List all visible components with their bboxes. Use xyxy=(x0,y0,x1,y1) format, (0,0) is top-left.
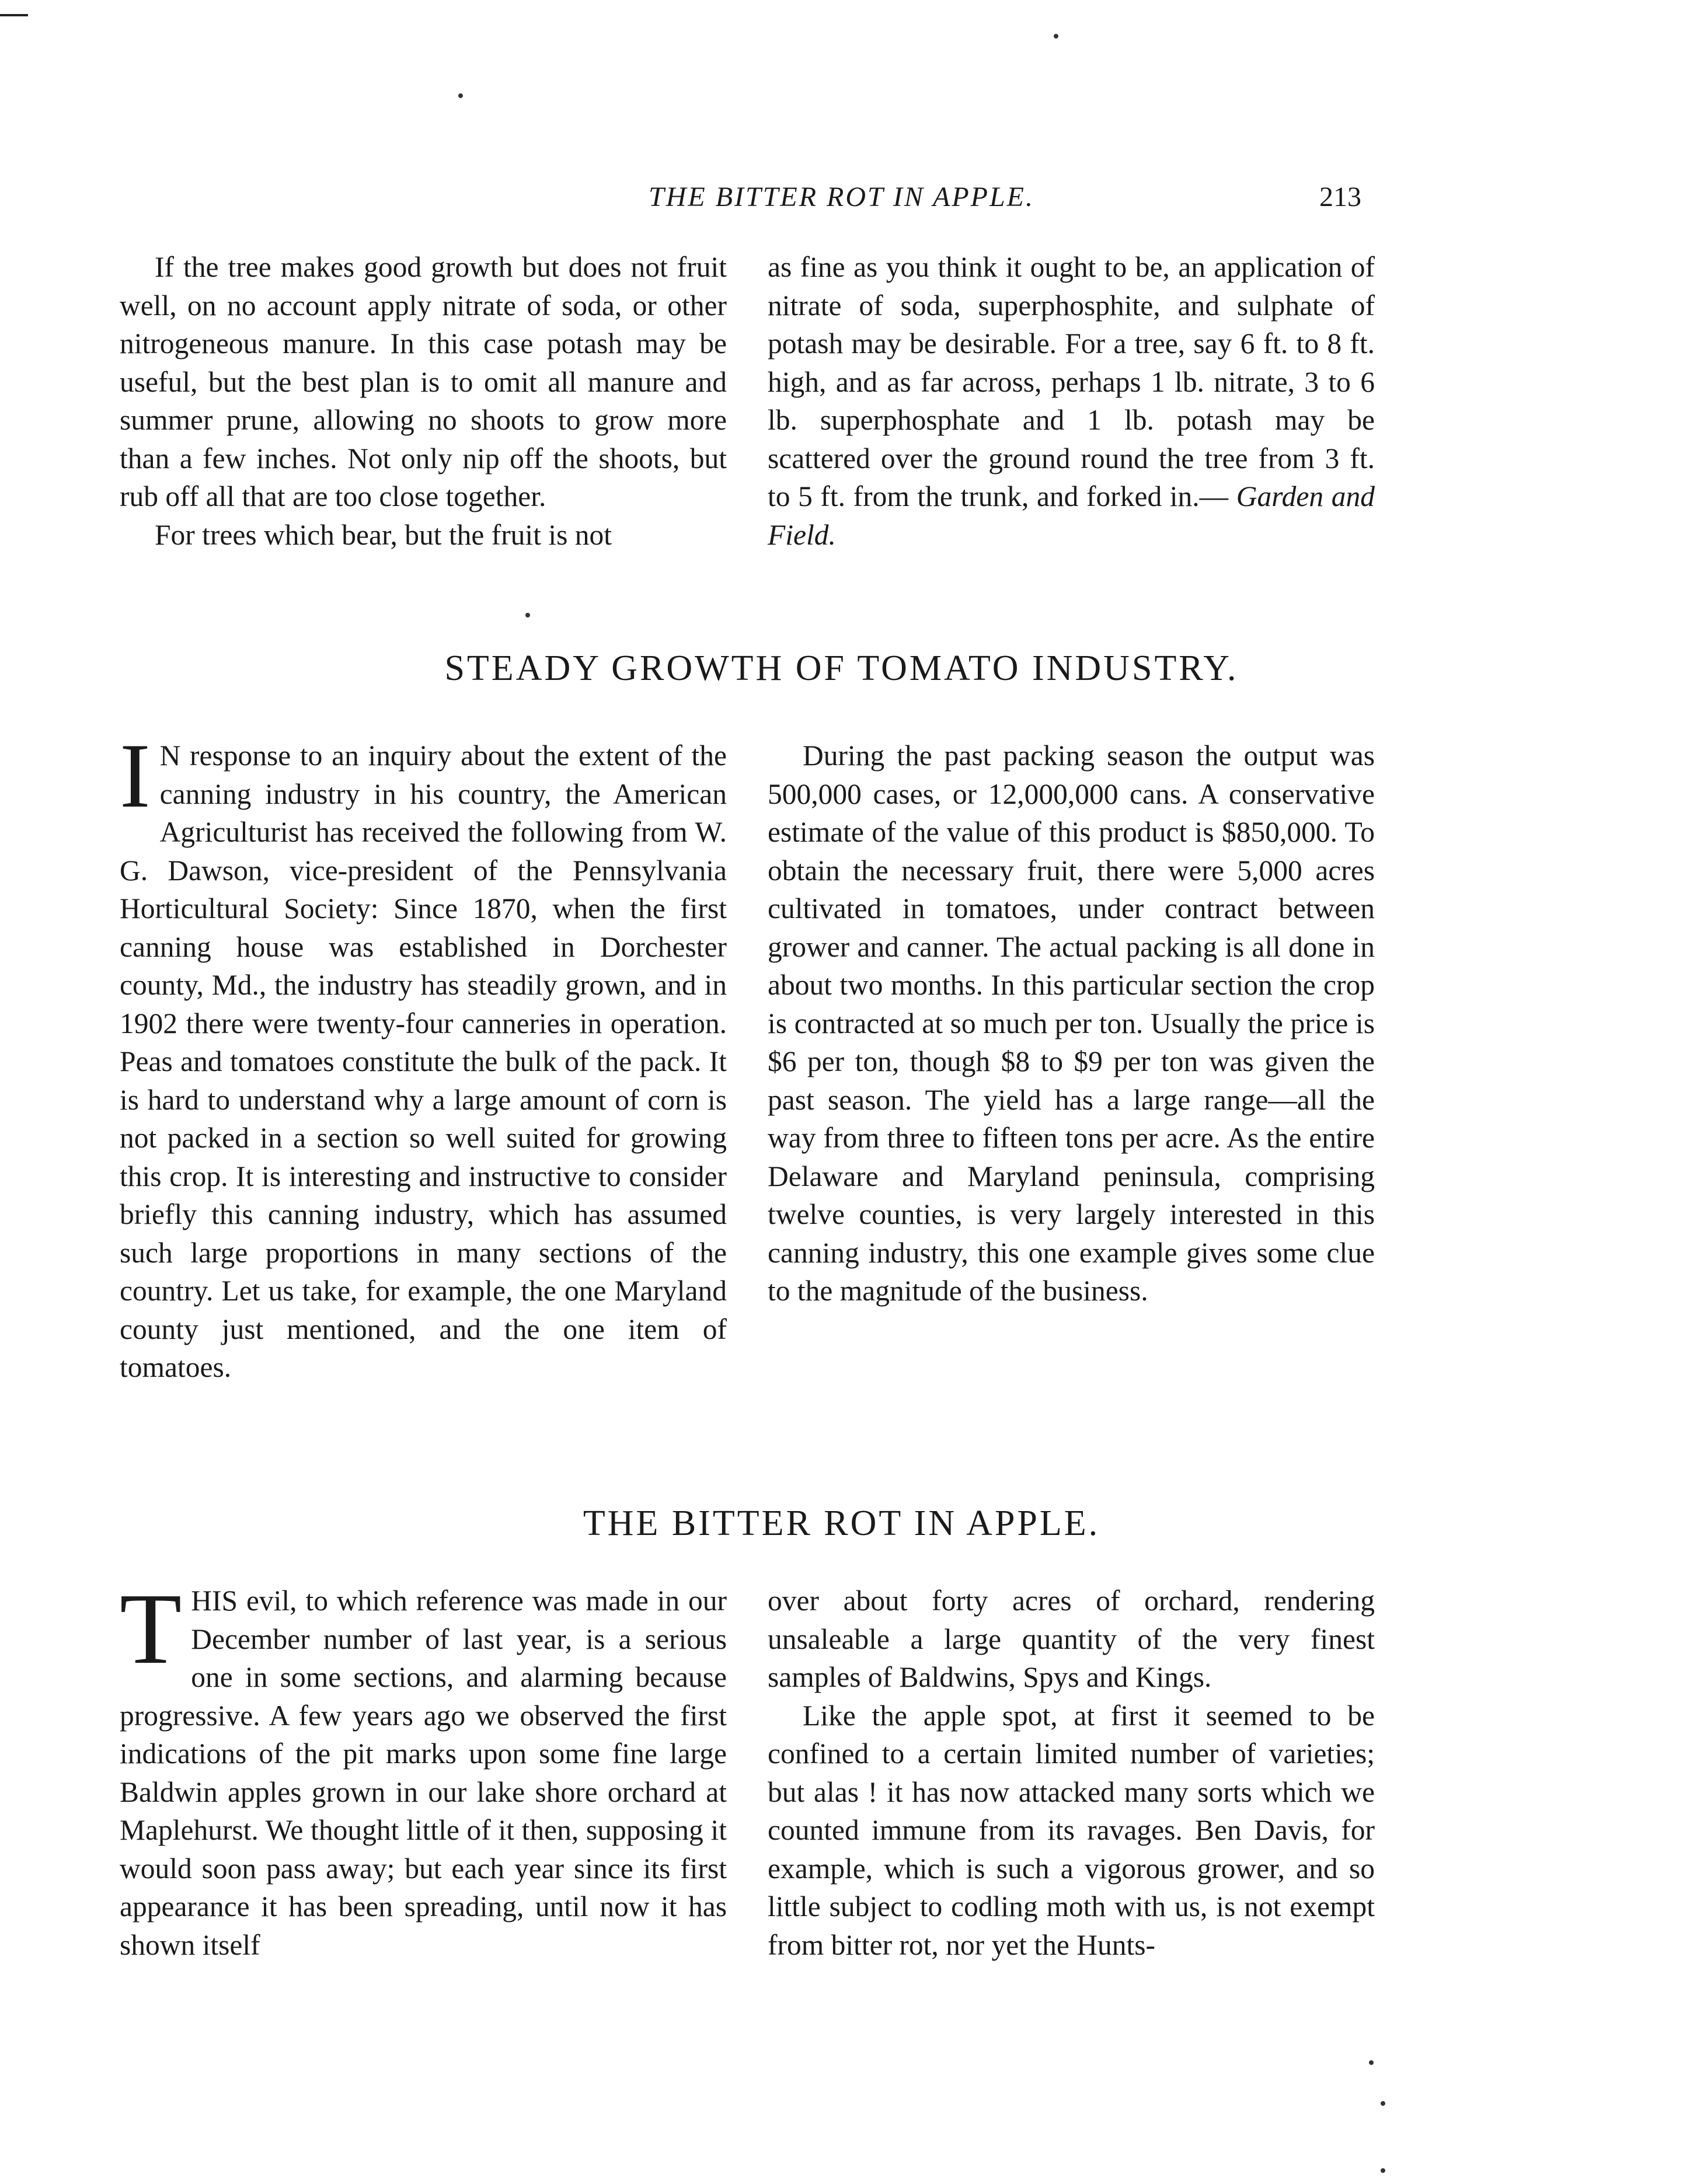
scan-speck xyxy=(525,613,530,617)
tomato-right-column xyxy=(768,737,1375,1310)
scan-speck xyxy=(1054,34,1058,39)
bitter-rot-headline: THE BITTER ROT IN APPLE. xyxy=(583,1503,1100,1543)
page-number: 213 xyxy=(1319,182,1361,212)
paragraph: During the past packing season the output was 500,000 cases, or 12,000,000 cans. A conservative estimate of the value of this product is $850,000. To obtain the necessary fruit, there were 5,000 acres cultivated in tomatoes, under contract between grower and canner. The actual packing is all done in about two months. In this particular section the crop is contracted at so much per ton. Usually the price is $6 per ton, though $8 to $9 per ton was given the past season. The yield has a large range—all the way from three to fifteen tons per acre. As the entire Delaware and Maryland peninsula, comprising twelve counties, is very largely interested in this canning industry, this one example gives some clue to the magnitude of the business. xyxy=(768,739,1375,1307)
scan-speck xyxy=(458,93,463,98)
paragraph xyxy=(120,1572,727,1964)
drop-cap: T xyxy=(120,1572,182,1685)
source-citation: Garden and Field. xyxy=(768,480,1375,551)
paragraph: over about forty acres of orchard, rendering unsaleable a large quantity of the very finest samples of Baldwins, Spys and Kings. xyxy=(768,1585,1375,1693)
tomato-headline: STEADY GROWTH OF TOMATO INDUSTRY. xyxy=(444,648,1239,688)
paragraph xyxy=(120,725,727,1387)
paragraph: For trees which bear, but the fruit is not xyxy=(155,518,612,551)
bitter-rot-right-column xyxy=(768,1582,1375,1964)
scan-speck xyxy=(1381,2101,1385,2106)
tomato-left-column xyxy=(120,725,727,1387)
corner-rule xyxy=(0,14,28,16)
drop-cap: I xyxy=(120,725,151,827)
paragraph-text: as fine as you think it ought to be, an application of nitrate of soda, superphosphite, and sulphate of potash may be desirable. For a tree, say 6 ft. to 8 ft. high, and as far across, perhaps 1 lb. nitrate, 3 to 6 lb. superphosphate and 1 lb. potash may be scattered over the ground round the tree from 3 ft. to 5 ft. from the trunk, and forked in.— xyxy=(768,251,1375,512)
top-article-right-column xyxy=(768,248,1375,554)
running-head: THE BITTER ROT IN APPLE. xyxy=(649,182,1034,212)
paragraph: Like the apple spot, at first it seemed to be confined to a certain limited number of varieties; but alas ! it has now attacked many sorts which we counted immune from its ravages. Ben Davis, for example, which is such a vigorous grower, and so little subject to codling moth with us, is not exempt from bitter rot, nor yet the Hunts- xyxy=(768,1699,1375,1961)
scan-speck xyxy=(1369,2060,1374,2065)
paragraph-text: N response to an inquiry about the extent of the canning industry in his country, the American Agriculturist has received the following from W. G. Dawson, vice-president of the Pennsylvania Horticultural Society: Since 1870, when the first canning house was established in Dorchester county, Md., the industry has steadily grown, and in 1902 there were twenty-four canneries in operation. Peas and tomatoes constitute the bulk of the pack. It is hard to understand why a large amount of corn is not packed in a section so well suited for growing this crop. It is interesting and instructive to consider briefly this canning industry, which has assumed such large proportions in many sections of the country. Let us take, for example, the one Maryland county just mentioned, and the one item of tomatoes. xyxy=(120,739,727,1383)
paragraph-text: HIS evil, to which reference was made in our December number of last year, is a serious one in some sections, and alarming because progressive. A few years ago we observed the first indications of the pit marks upon some fine large Baldwin apples grown in our lake shore orchard at Maplehurst. We thought little of it then, supposing it would soon pass away; but each year since its first appearance it has been spreading, until now it has shown itself xyxy=(120,1585,727,1961)
paragraph: If the tree makes good growth but does not fruit well, on no account apply nitrate of soda, or other nitrogeneous manure. In this case potash may be useful, but the best plan is to omit all manure and summer prune, allowing no shoots to grow more than a few inches. Not only nip off the shoots, but rub off all that are too close together. xyxy=(120,251,727,512)
scan-speck xyxy=(1381,2168,1385,2173)
paragraph xyxy=(768,248,1375,554)
bitter-rot-left-column xyxy=(120,1572,727,1964)
top-article-left-column xyxy=(120,248,727,554)
